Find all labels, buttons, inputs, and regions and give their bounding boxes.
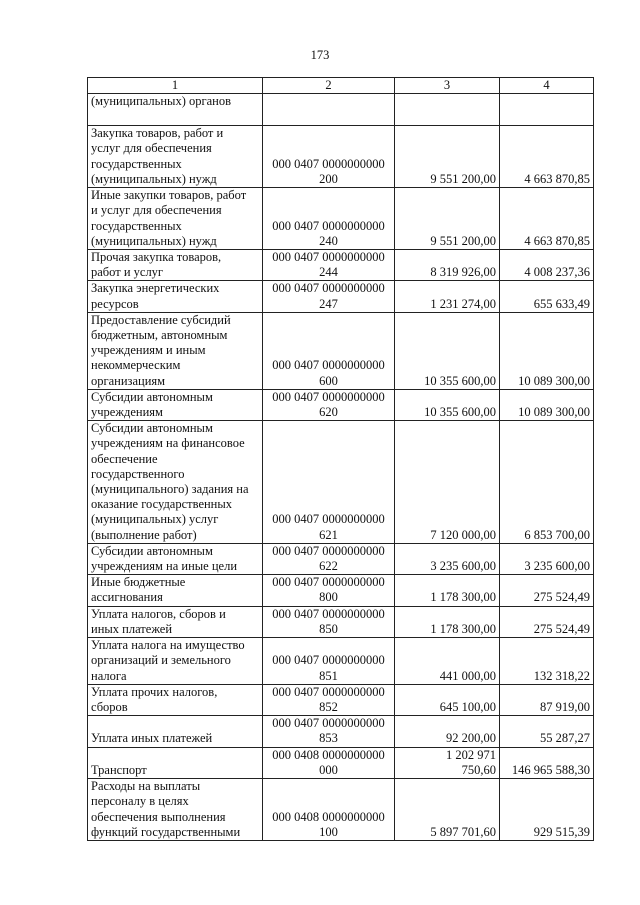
row-value-3-cell-text: 5 897 701,60 [430,824,496,839]
row-code-cell-text: 000 0407 0000000000 620 [272,389,385,420]
row-code-cell [263,638,395,685]
row-code-cell [263,421,395,544]
column-header-1: 1 [88,78,263,94]
table-row [88,389,594,420]
row-value-3-cell [395,389,500,420]
row-code-cell-text: 000 0407 0000000000 621 [272,512,385,542]
row-name-cell [88,188,263,250]
row-value-4-cell [500,94,594,126]
row-name-cell-text: Субсидии автономным учреждениям на иные цели [91,543,238,574]
table-row [88,94,594,126]
row-name-cell-text: Уплата иных платежей [91,731,213,746]
row-code-cell-text: 000 0407 0000000000 853 [272,716,385,746]
column-header-3: 3 [395,78,500,94]
row-code-cell-text: 000 0407 0000000000 800 [272,575,385,605]
row-name-cell-text: (муниципальных) органов [91,94,232,109]
row-code-cell [263,389,395,420]
table-row [88,638,594,685]
row-name-cell-text: Прочая закупка товаров, работ и услуг [91,250,222,280]
row-value-4-cell [500,747,594,778]
row-name-cell-text: Уплата прочих налогов, сборов [91,684,218,714]
row-value-3-cell-text: 92 200,00 [446,731,496,746]
row-code-cell-text: 000 0407 0000000000 600 [272,358,385,388]
row-value-4-cell [500,188,594,250]
table-row [88,188,594,250]
row-value-3-cell-text: 1 178 300,00 [430,621,496,636]
row-name-cell [88,543,263,574]
table-body [88,94,594,841]
row-name-cell [88,421,263,544]
table-row [88,126,594,188]
row-value-4-cell [500,312,594,389]
row-value-4-cell-text: 10 089 300,00 [518,405,590,420]
row-name-cell-text: Субсидии автономным учреждениям на финансовое обеспечение государственного (муниципального) задания на оказание государственных (муниципальных) услуг (выполнение работ) [91,421,249,542]
row-value-3-cell-text: 8 319 926,00 [430,265,496,280]
row-code-cell-text: 000 0407 0000000000 852 [272,684,385,714]
header-row [88,78,594,94]
row-value-4-cell [500,638,594,685]
row-name-cell-text: Закупка энергетических ресурсов [91,281,220,311]
row-value-3-cell [395,250,500,281]
table-row [88,543,594,574]
row-value-3-cell-text: 645 100,00 [439,699,496,714]
row-value-3-cell [395,778,500,840]
row-value-4-cell [500,281,594,312]
row-code-cell [263,543,395,574]
row-name-cell-text: Предоставление субсидий бюджетным, автономным учреждениям и иным некоммерческим организациям [91,312,231,388]
row-value-3-cell-text: 1 178 300,00 [430,590,496,605]
row-value-3-cell [395,421,500,544]
row-value-4-cell [500,421,594,544]
row-value-4-cell-text: 6 853 700,00 [524,527,590,542]
table-row [88,250,594,281]
row-value-3-cell [395,575,500,606]
row-code-cell [263,684,395,715]
row-value-4-cell [500,575,594,606]
table-row [88,421,594,544]
row-value-4-cell-text: 4 663 870,85 [524,171,590,186]
row-name-cell-text: Уплата налога на имущество организаций и земельного налога [91,638,245,683]
row-value-3-cell [395,684,500,715]
row-value-4-cell-text: 4 008 237,36 [524,265,590,280]
row-name-cell [88,747,263,778]
row-name-cell-text: Иные бюджетные ассигнования [91,575,186,605]
row-code-cell [263,716,395,747]
row-code-cell [263,606,395,637]
row-value-3-cell-text: 441 000,00 [439,668,496,683]
row-name-cell [88,312,263,389]
row-value-4-cell-text: 655 633,49 [533,296,590,311]
row-code-cell [263,94,395,126]
row-value-4-cell-text: 3 235 600,00 [524,559,590,574]
row-value-4-cell-text: 146 965 588,30 [511,762,590,777]
table-row [88,281,594,312]
budget-table [87,77,594,841]
row-value-4-cell [500,250,594,281]
row-code-cell-text: 000 0407 0000000000 244 [272,250,385,280]
row-value-4-cell [500,606,594,637]
table-row [88,575,594,606]
row-value-3-cell [395,716,500,747]
row-value-3-cell-text: 9 551 200,00 [430,233,496,248]
row-name-cell-text: Иные закупки товаров, работ и услуг для обеспечения государственных (муниципальных) нужд [91,188,247,248]
row-value-4-cell-text: 55 287,27 [540,731,590,746]
column-header-4: 4 [500,78,594,94]
row-name-cell [88,389,263,420]
row-name-cell [88,281,263,312]
row-code-cell [263,188,395,250]
row-value-4-cell-text: 275 524,49 [533,621,590,636]
table-row [88,778,594,840]
row-name-cell-text: Субсидии автономным учреждениям [91,389,213,420]
row-name-cell-text: Расходы на выплаты персоналу в целях обеспечения выполнения функций государственными [91,779,241,839]
row-value-3-cell [395,126,500,188]
table-row [88,606,594,637]
row-name-cell [88,250,263,281]
row-name-cell [88,94,263,126]
row-value-4-cell [500,684,594,715]
row-code-cell-text: 000 0407 0000000000 200 [272,156,385,186]
row-value-4-cell-text: 10 089 300,00 [518,373,590,388]
row-value-4-cell [500,543,594,574]
row-code-cell-text: 000 0408 0000000000 000 [272,747,385,777]
row-value-3-cell [395,606,500,637]
row-value-4-cell-text: 132 318,22 [533,668,590,683]
row-name-cell [88,606,263,637]
row-code-cell-text: 000 0407 0000000000 851 [272,653,385,683]
column-header-2: 2 [263,78,395,94]
row-code-cell-text: 000 0407 0000000000 240 [272,218,385,248]
row-code-cell [263,747,395,778]
row-value-3-cell-text: 10 355 600,00 [424,373,496,388]
row-value-4-cell-text: 4 663 870,85 [524,233,590,248]
row-name-cell-text: Транспорт [91,762,147,777]
row-value-4-cell [500,389,594,420]
row-name-cell [88,716,263,747]
table-row [88,716,594,747]
row-name-cell-text: Уплата налогов, сборов и иных платежей [91,606,226,636]
row-value-4-cell-text: 929 515,39 [533,824,590,839]
row-value-4-cell-text: 275 524,49 [533,590,590,605]
row-code-cell [263,250,395,281]
row-value-3-cell [395,188,500,250]
row-code-cell [263,126,395,188]
row-value-3-cell-text: 10 355 600,00 [424,405,496,420]
row-name-cell [88,778,263,840]
row-value-3-cell [395,747,500,778]
row-code-cell-text: 000 0407 0000000000 622 [272,543,385,574]
row-value-3-cell [395,543,500,574]
table-row [88,684,594,715]
row-code-cell-text: 000 0408 0000000000 100 [272,809,385,839]
row-value-4-cell-text: 87 919,00 [540,699,590,714]
row-value-3-cell-text: 9 551 200,00 [430,171,496,186]
row-value-3-cell [395,638,500,685]
row-value-4-cell [500,778,594,840]
row-code-cell-text: 000 0407 0000000000 850 [272,606,385,636]
row-name-cell [88,126,263,188]
table-row [88,312,594,389]
row-name-cell-text: Закупка товаров, работ и услуг для обеспечения государственных (муниципальных) нужд [91,126,224,186]
table-row [88,747,594,778]
row-code-cell [263,281,395,312]
row-value-3-cell-text: 1 202 971 750,60 [446,747,496,777]
row-name-cell [88,638,263,685]
page-number: 173 [310,48,330,62]
row-value-3-cell-text: 3 235 600,00 [430,559,496,574]
row-code-cell [263,778,395,840]
row-code-cell [263,575,395,606]
row-name-cell [88,575,263,606]
row-code-cell [263,312,395,389]
row-value-3-cell-text: 7 120 000,00 [430,527,496,542]
row-name-cell [88,684,263,715]
row-value-4-cell [500,126,594,188]
row-value-3-cell [395,94,500,126]
row-value-3-cell [395,281,500,312]
row-value-4-cell [500,716,594,747]
row-code-cell-text: 000 0407 0000000000 247 [272,281,385,311]
row-value-3-cell-text: 1 231 274,00 [430,296,496,311]
row-value-3-cell [395,312,500,389]
